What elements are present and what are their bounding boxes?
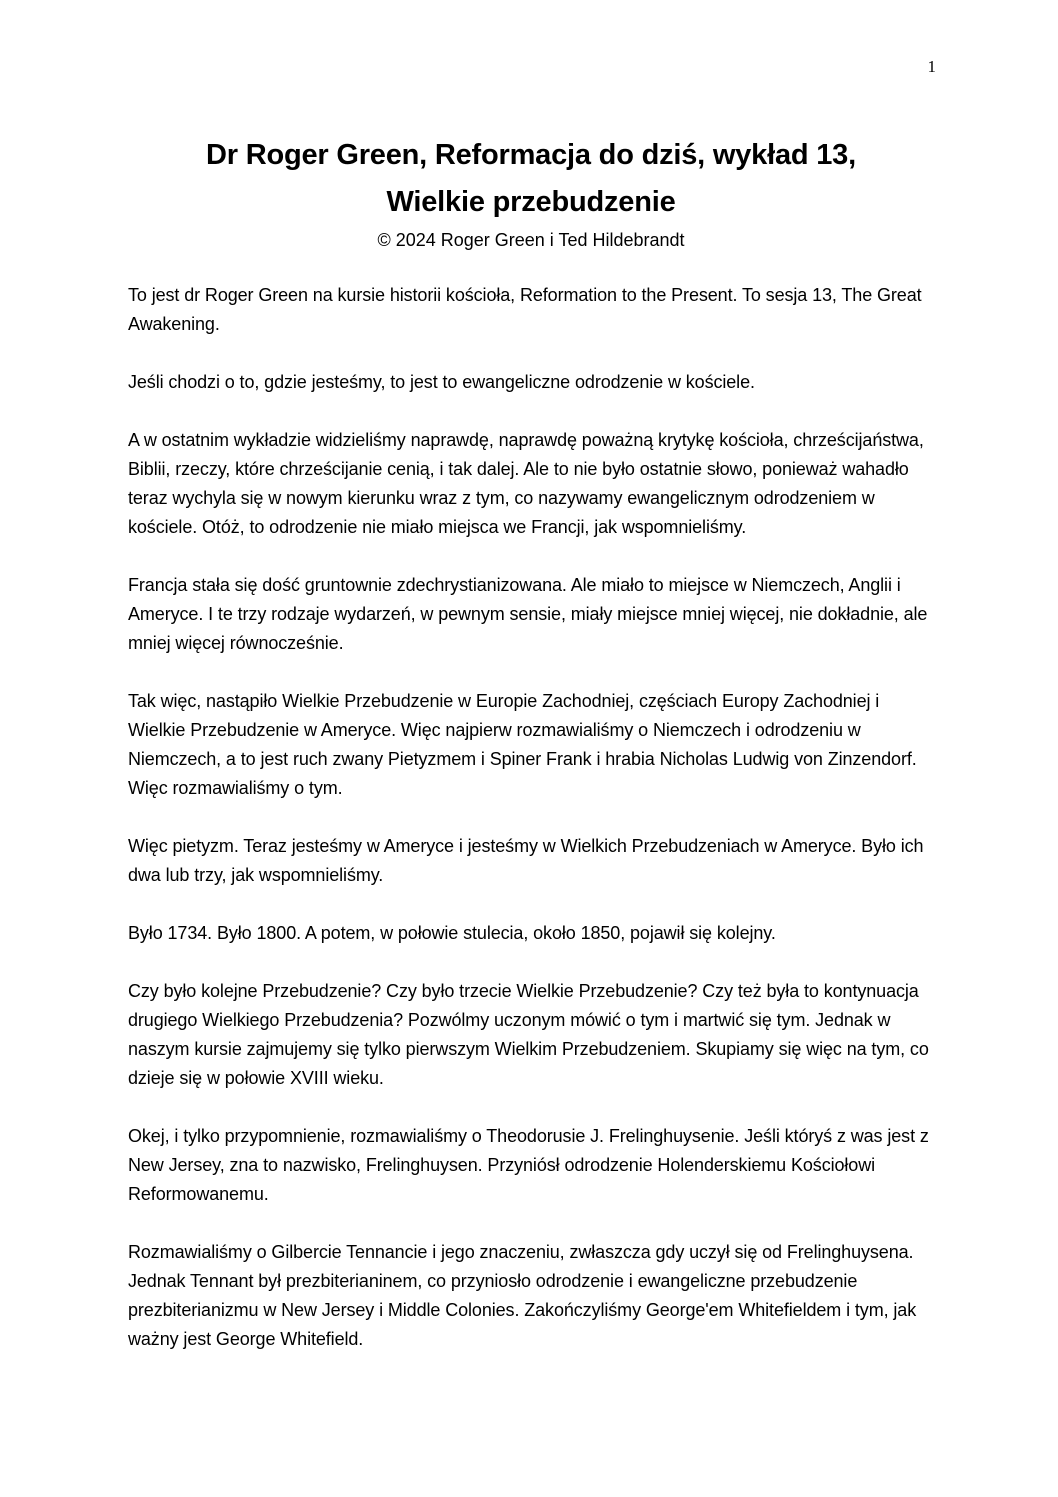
paragraph-1: To jest dr Roger Green na kursie historii kościoła, Reformation to the Present. To sesja 13, The Great Awakening. [128,285,922,334]
document-title-line-2: Wielkie przebudzenie [386,186,676,218]
paragraph-7: Było 1734. Było 1800. A potem, w połowie stulecia, około 1850, pojawił się kolejny. [128,923,776,943]
paragraph-6: Więc pietyzm. Teraz jesteśmy w Ameryce i jesteśmy w Wielkich Przebudzeniach w Ameryce. Było ich dwa lub trzy, jak wspomnieliśmy. [128,836,924,885]
paragraph-9: Okej, i tylko przypomnienie, rozmawialiśmy o Theodorusie J. Frelinghuysenie. Jeśli któryś z was jest z New Jersey, zna to nazwisko, Frelinghuysen. Przyniósł odrodzenie Holenderskiemu Kościołowi Reformowanemu. [128,1126,929,1204]
document-body [128,281,934,1354]
document-title-line-1: Dr Roger Green, Reformacja do dziś, wykład 13, [206,139,856,171]
copyright-line: © 2024 Roger Green i Ted Hildebrandt [377,230,685,250]
paragraph-4: Francja stała się dość gruntownie zdechrystianizowana. Ale miało to miejsce w Niemczech, Anglii i Ameryce. I te trzy rodzaje wydarzeń, w pewnym sensie, miały miejsce mniej więcej, nie dokładnie, ale mniej więcej równocześnie. [128,575,928,653]
document-title [128,132,934,226]
paragraph-3: A w ostatnim wykładzie widzieliśmy naprawdę, naprawdę poważną krytykę kościoła, chrześcijaństwa, Biblii, rzeczy, które chrześcijanie cenią, i tak dalej. Ale to nie było ostatnie słowo, ponieważ wahadło teraz wychyla się w nowym kierunku wraz z tym, co nazywamy ewangelicznym odrodzeniem w kościele. Otóż, to odrodzenie nie miało miejsca we Francji, jak wspomnieliśmy. [128,430,924,537]
paragraph-10: Rozmawialiśmy o Gilbercie Tennancie i jego znaczeniu, zwłaszcza gdy uczył się od Frelinghuysena. Jednak Tennant był prezbiterianinem, co przyniosło odrodzenie i ewangeliczne przebudzenie prezbiterianizmu w New Jersey i Middle Colonies. Zakończyliśmy George'em Whitefieldem i tym, jak ważny jest George Whitefield. [128,1242,917,1349]
document-content [128,0,934,1383]
paragraph-5: Tak więc, nastąpiło Wielkie Przebudzenie w Europie Zachodniej, częściach Europy Zachodniej i Wielkie Przebudzenie w Ameryce. Więc najpierw rozmawialiśmy o Niemczech i odrodzeniu w Niemczech, a to jest ruch zwany Pietyzmem i Spiner Frank i hrabia Nicholas Ludwig von Zinzendorf. Więc rozmawialiśmy o tym. [128,691,917,798]
paragraph-8: Czy było kolejne Przebudzenie? Czy było trzecie Wielkie Przebudzenie? Czy też była to kontynuacja drugiego Wielkiego Przebudzenia? Pozwólmy uczonym mówić o tym i martwić się tym. Jednak w naszym kursie zajmujemy się tylko pierwszym Wielkim Przebudzeniem. Skupiamy się więc na tym, co dzieje się w połowie XVIII wieku. [128,981,929,1088]
page-number: 1 [927,57,936,76]
paragraph-2: Jeśli chodzi o to, gdzie jesteśmy, to jest to ewangeliczne odrodzenie w kościele. [128,372,755,392]
